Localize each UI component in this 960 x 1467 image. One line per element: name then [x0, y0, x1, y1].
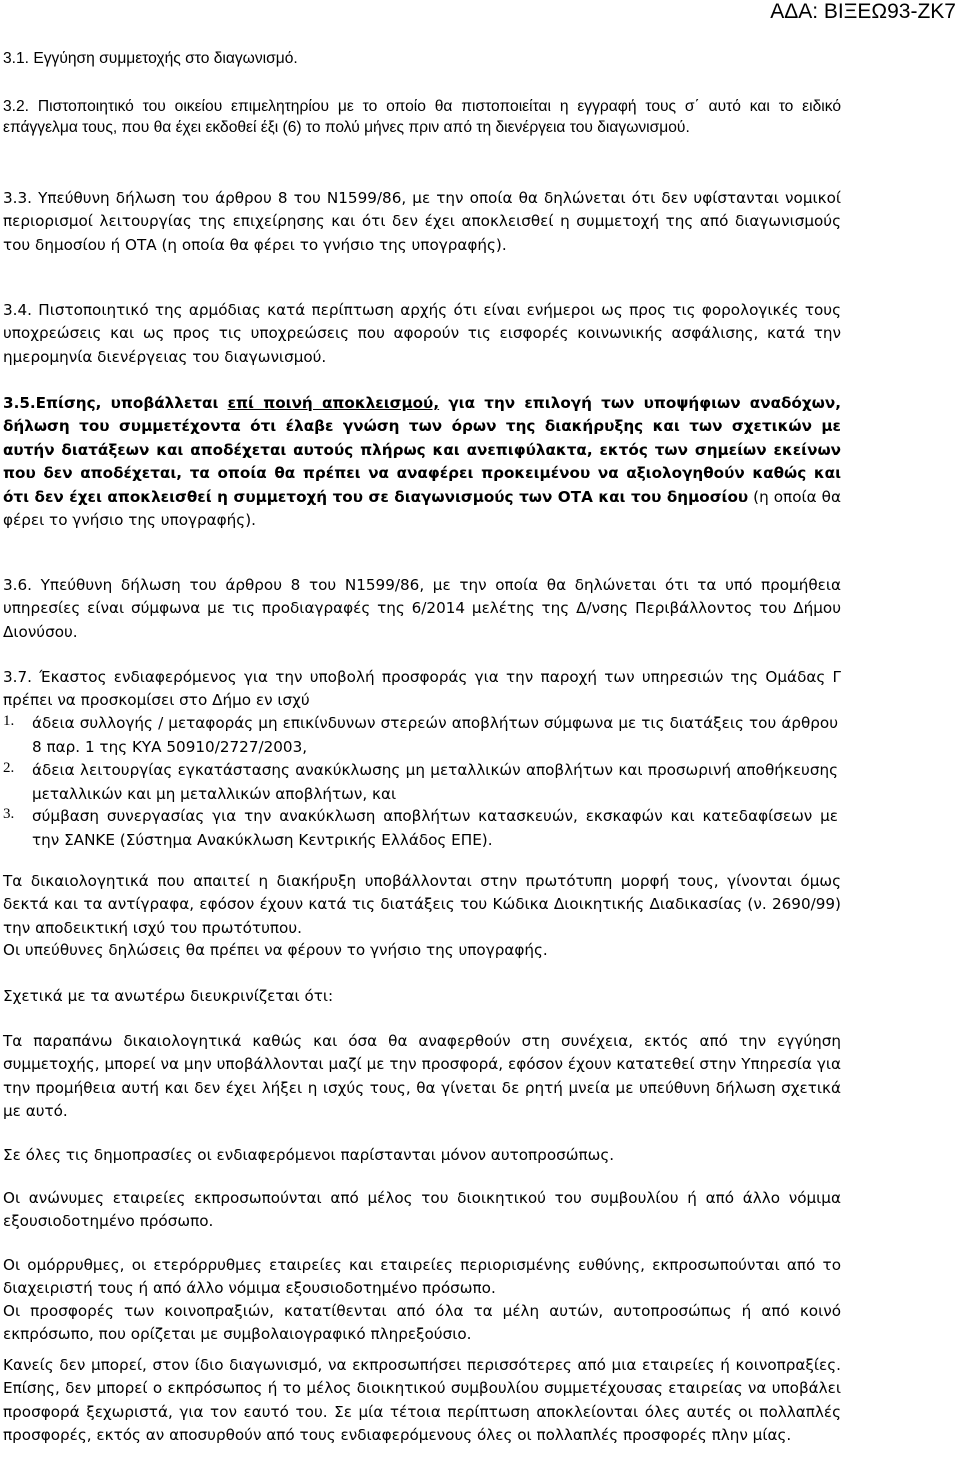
item-3-5-lead: 3.5.Επίσης, υποβάλλεται: [3, 394, 228, 412]
paragraph-partnerships: Οι ομόρρυθμες, οι ετερόρρυθμες εταιρείες και εταιρείες περιορισμένης ευθύνης, εκπροσωπούνται από το διαχειριστή τους ή από άλλο νόμιμα εξουσιοδοτημένο πρόσωπο.: [3, 1256, 841, 1298]
item-3-3: 3.3. Υπεύθυνη δήλωση του άρθρου 8 του Ν1599/86, με την οποία θα δηλώνεται ότι δεν υφίστανται νομικοί περιορισμοί λειτουργίας της επιχείρησης και ότι δεν έχει αποκλεισθεί η συμμετοχή της από διαγωνισμούς του δημοσίου ή ΟΤΑ (η οποία θα φέρει το γνήσιο της υπογραφής).: [3, 189, 841, 254]
paragraph-declarations: Οι υπεύθυνες δηλώσεις θα πρέπει να φέρουν το γνήσιο της υπογραφής.: [3, 941, 548, 959]
item-3-5-body: για την επιλογή των υποψήφιων αναδόχων, δήλωση του συμμετέχοντα ότι έλαβε γνώση των όρων της διακήρυξης και των σχετικών με αυτήν διατάξεων και αποδέχεται αυτούς πλήρως και ανεπιφύλακτα, εκτός των σημείων εκείνων που δεν αποδέχεται, τα οποία θα πρέπει να αναφέρει προκειμένου να αξιολογηθούν καθώς και ότι δεν έχει αποκλεισθεί η συμμετοχή του σε διαγωνισμούς των ΟΤΑ και του δημοσίου: [3, 394, 841, 506]
item-3-5: [3, 392, 841, 532]
paragraph-anonymous-companies: Οι ανώνυμες εταιρείες εκπροσωπούνται από μέλος του διοικητικού του συμβουλίου ή από άλλο νόμιμα εξουσιοδοτημένο πρόσωπο.: [3, 1189, 841, 1231]
list-item-1: άδεια συλλογής / μεταφοράς μη επικίνδυνων στερεών αποβλήτων σύμφωνα με τις διατάξεις του άρθρου 8 παρ. 1 της ΚΥΑ 50910/2727/2003,: [32, 714, 838, 756]
paragraph-clarification: Σχετικά με τα ανωτέρω διευκρινίζεται ότι:: [3, 987, 334, 1005]
ada-code: ΑΔΑ: ΒΙΞΕΩ93-ΖΚ7: [770, 0, 956, 23]
paragraph-in-person: Σε όλες τις δημοπρασίες οι ενδιαφερόμενοι παρίστανται μόνον αυτοπροσώπως.: [3, 1146, 615, 1164]
item-3-2: 3.2. Πιστοποιητικό του οικείου επιμελητηρίου με το οποίο θα πιστοποιείται η εγγραφή τους σ΄ αυτό και το ειδικό επάγγελμα τους, που θα έχει εκδοθεί έξι (6) το πολύ μήνες πριν από τη διενέργεια του διαγωνισμού.: [3, 98, 841, 137]
paragraph-representation: Κανείς δεν μπορεί, στον ίδιο διαγωνισμό, να εκπροσωπήσει περισσότερες από μια εταιρείες ή κοινοπραξίες. Επίσης, δεν μπορεί ο εκπρόσωπος ή το μέλος διοικητικού συμβουλίου συμμετέχουσας εταιρείας να υποβάλει προσφορά ξεχωριστά, για τον εαυτό του. Σε μία τέτοια περίπτωση αποκλείονται όλες αυτές οι πολλαπλές προσφορές, εκτός αν αποσυρθούν από τους ενδιαφερόμενους όλες οι πολλαπλές προσφορές πλην μίας.: [3, 1356, 841, 1445]
item-3-5-exclusion-note: επί ποινή αποκλεισμού,: [227, 394, 440, 412]
item-3-1: 3.1. Εγγύηση συμμετοχής στο διαγωνισμό.: [3, 50, 298, 67]
list-item-2: άδεια λειτουργίας εγκατάστασης ανακύκλωσης μη μεταλλικών αποβλήτων και προσωρινή αποθήκευσης μεταλλικών και μη μεταλλικών αποβλήτων, και: [32, 761, 838, 803]
paragraph-documents: Τα παραπάνω δικαιολογητικά καθώς και όσα θα αναφερθούν στη συνέχεια, εκτός από την εγγύηση συμμετοχής, μπορεί να μην υποβάλλονται μαζί με την προσφορά, εφόσον έχουν κατατεθεί στην Υπηρεσία για την προμήθεια αυτή και δεν έχει λήξει η ισχύς τους, θα γίνεται δε ρητή μνεία με υπεύθυνη δήλωση σχετικά με αυτό.: [3, 1032, 841, 1121]
item-3-4: 3.4. Πιστοποιητικό της αρμόδιας κατά περίπτωση αρχής ότι είναι ενήμεροι ως προς τις φορολογικές τους υποχρεώσεις και ως προς τις υποχρεώσεις που αφορούν τις εισφορές κοινωνικής ασφάλισης, κατά την ημερομηνία διενέργειας του διαγωνισμού.: [3, 301, 841, 366]
paragraph-originals: Τα δικαιολογητικά που απαιτεί η διακήρυξη υποβάλλονται στην πρωτότυπη μορφή τους, γίνονται όμως δεκτά και τα αντίγραφα, εφόσον έχουν κατά τις διατάξεις του Κώδικα Διοικητικής Διαδικασίας (ν. 2690/99) την αποδεικτική ισχύ του πρωτότυπου.: [3, 872, 841, 937]
item-3-5-tail: (η οποία θα φέρει το γνήσιο της υπογραφής).: [3, 487, 841, 530]
paragraph-consortia: Οι προσφορές των κοινοπραξιών, κατατίθενται από όλα τα μέλη αυτών, αυτοπροσώπως ή από κοινό εκπρόσωπο, που ορίζεται με συμβολαιογραφικό πληρεξούσιο.: [3, 1302, 841, 1344]
list-item-2-number: 2.: [3, 760, 15, 776]
list-item-1-number: 1.: [3, 713, 15, 729]
list-item-3-number: 3.: [3, 806, 15, 822]
list-item-3: σύμβαση συνεργασίας για την ανακύκλωση αποβλήτων κατασκευών, εκσκαφών και κατεδαφίσεων με την ΣΑΝΚΕ (Σύστημα Ανακύκλωση Κεντρικής Ελλάδος ΕΠΕ).: [32, 807, 838, 849]
item-3-7: 3.7. Έκαστος ενδιαφερόμενος για την υποβολή προσφοράς για την παροχή των υπηρεσιών της Ομάδας Γ πρέπει να προσκομίσει στο Δήμο εν ισχύ: [3, 668, 841, 710]
item-3-6: 3.6. Υπεύθυνη δήλωση του άρθρου 8 του Ν1599/86, με την οποία θα δηλώνεται ότι τα υπό προμήθεια υπηρεσίες είναι σύμφωνα με τις προδιαγραφές της 6/2014 μελέτης της Δ/νσης Περιβάλλοντος του Δήμου Διονύσου.: [3, 576, 841, 641]
